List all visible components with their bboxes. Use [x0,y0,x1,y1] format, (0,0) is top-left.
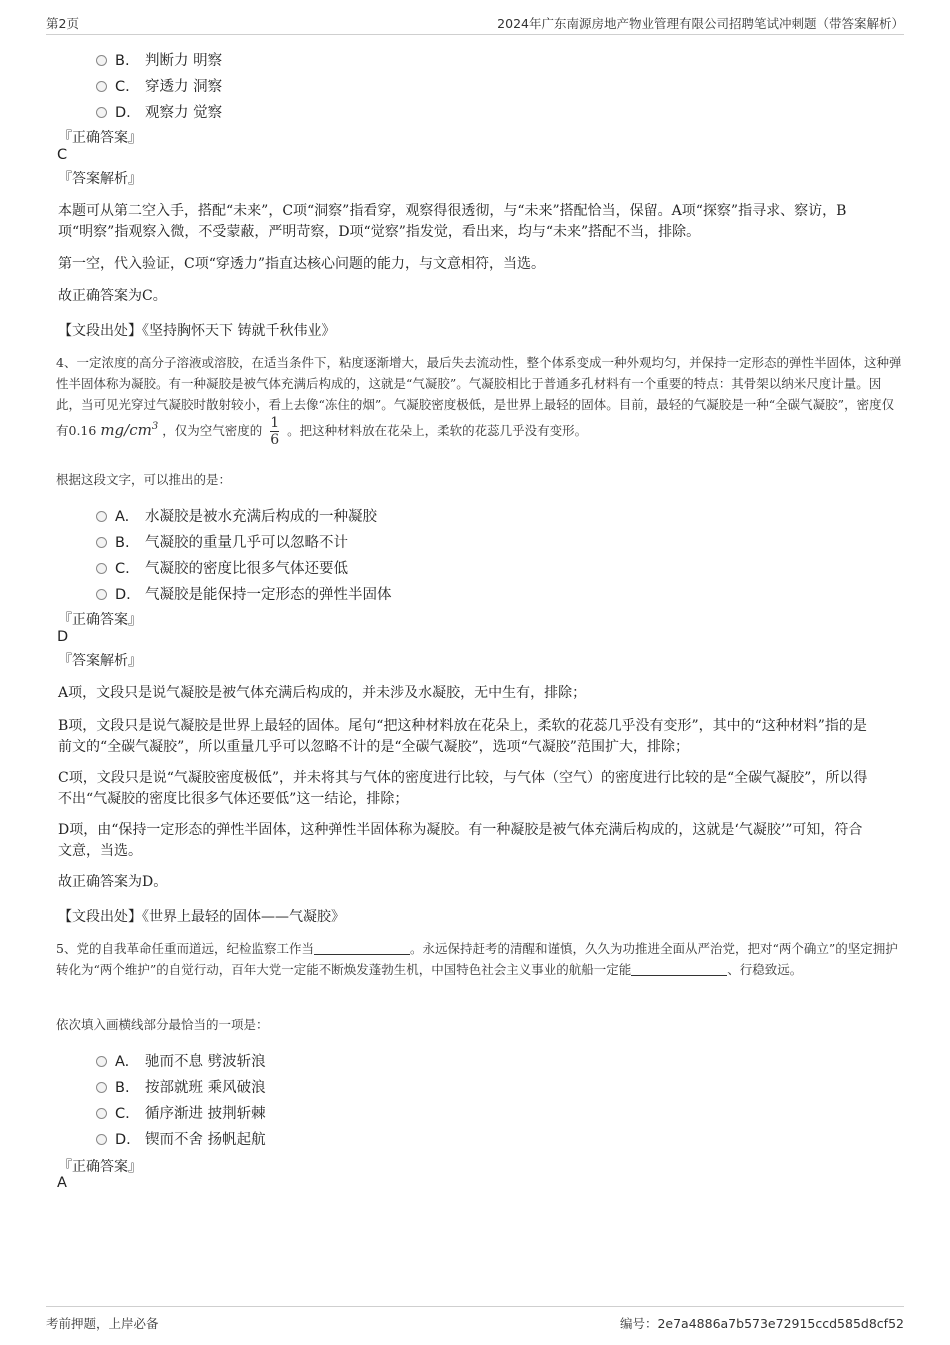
analysis-paragraph: 故正确答案为C。 [58,288,167,304]
page-footer [46,1306,904,1331]
source-citation: 【文段出处】《世界上最轻的固体——气凝胶》 [58,909,345,925]
page-header [46,14,904,35]
q5-option-b[interactable]: B. 按部就班 乘风破浪 [96,1076,266,1097]
analysis-label: 『答案解析』 [58,171,142,187]
correct-answer: C [57,147,68,163]
page-number: 第2页 [46,16,79,31]
radio-icon[interactable] [96,81,107,92]
radio-icon[interactable] [96,1056,107,1067]
radio-icon[interactable] [96,1108,107,1119]
q5-option-d[interactable]: D. 锲而不舍 扬帆起航 [96,1128,266,1149]
answer-label: 『正确答案』 [58,612,142,628]
question-text: 4、一定浓度的高分子溶液或溶胶，在适当条件下，粘度逐渐增大，最后失去流动性，整个体系变成一种外观均匀，并保持一定形态的弹性半固体，这种弹性半固体称为凝胶。有一种凝胶是被气体充满后构成的，这就是“气凝胶”。气凝胶相比于普通多孔材料有一个重要的特点：其骨架以纳米尺度计量。因此，当可见光穿过气凝胶时散射较小，看上去像“冻住的烟”。气凝胶密度极低，是世界上最轻的固体。目前，最轻的气凝胶是一种“全碳气凝胶”，密度仅有0.16 $mg/cm^3$ ，仅为空气密度的 $\frac{1}{6}$ 。把这种材料放在花朵上，柔软的花蕊几乎没有变形。 [56,355,902,448]
q4-option-a[interactable]: A. 水凝胶是被水充满后构成的一种凝胶 [96,505,377,526]
analysis-paragraph: B项，文段只是说气凝胶是世界上最轻的固体。尾句“把这种材料放在花朵上，柔软的花蕊几乎没有变形”，其中的“这种材料”指的是前文的“全碳气凝胶”，所以重量几乎可以忽略不计的是“全碳气凝胶”，选项“气凝胶”范围扩大，排除； [58,718,867,755]
fill-blank[interactable] [631,963,727,976]
analysis-paragraph: C项，文段只是说“气凝胶密度极低”，并未将其与气体的密度进行比较，与气体（空气）的密度进行比较的是“全碳气凝胶”，所以得不出“气凝胶的密度比很多气体还要低”这一结论，排除； [58,770,868,807]
source-citation: 【文段出处】《坚持胸怀天下 铸就千秋伟业》 [58,323,336,339]
document-code: 编号：2e7a4886a7b573e72915ccd585d8cf52 [619,1316,904,1331]
q4-option-b[interactable]: B. 气凝胶的重量几乎可以忽略不计 [96,531,348,552]
q5-option-a[interactable]: A. 驰而不息 劈波斩浪 [96,1050,266,1071]
fill-blank[interactable] [314,942,410,955]
q4-option-c[interactable]: C. 气凝胶的密度比很多气体还要低 [96,557,348,578]
radio-icon[interactable] [96,563,107,574]
analysis-paragraph: A项，文段只是说气凝胶是被气体充满后构成的，并未涉及水凝胶，无中生有，排除； [58,685,587,701]
radio-icon[interactable] [96,107,107,118]
correct-answer: A [57,1175,67,1191]
correct-answer: D [57,629,69,645]
radio-icon[interactable] [96,1134,107,1145]
analysis-paragraph: 本题可从第二空入手，搭配“未来”，C项“洞察”指看穿，观察得很透彻，与“未来”搭配恰当，保留。A项“探察”指寻求、察访，B项“明察”指观察入微，不受蒙蔽，严明苛察，D项“觉察”指发觉，看出来，均与“未来”搭配不当，排除。 [58,203,847,240]
answer-label: 『正确答案』 [58,1159,142,1175]
density-unit: $mg/cm^3$ [100,421,159,439]
q4-option-d[interactable]: D. 气凝胶是能保持一定形态的弹性半固体 [96,583,392,604]
radio-icon[interactable] [96,55,107,66]
q3-option-b[interactable]: B. 判断力 明察 [96,49,222,70]
document-title: 2024年广东南源房地产物业管理有限公司招聘笔试冲刺题（带答案解析） [497,16,904,31]
question-prompt: 根据这段文字，可以推出的是： [56,472,232,487]
radio-icon[interactable] [96,537,107,548]
question-text: 5、党的自我革命任重而道远，纪检监察工作当 。永远保持赶考的清醒和谨慎，久久为功推进全面从严治党，把对“两个确立”的坚定拥护转化为“两个维护”的自觉行动，百年大党一定能不断焕发蓬勃生机，中国特色社会主义事业的航船一定能 、行稳致远。 [56,941,898,977]
analysis-paragraph: 故正确答案为D。 [58,874,168,890]
radio-icon[interactable] [96,589,107,600]
radio-icon[interactable] [96,511,107,522]
q3-option-c[interactable]: C. 穿透力 洞察 [96,75,222,96]
q5-option-c[interactable]: C. 循序渐进 披荆斩棘 [96,1102,266,1123]
question-prompt: 依次填入画横线部分最恰当的一项是： [56,1017,269,1032]
q3-option-d[interactable]: D. 观察力 觉察 [96,101,222,122]
analysis-paragraph: 第一空，代入验证，C项“穿透力”指直达核心问题的能力，与文意相符，当选。 [58,256,546,272]
analysis-label: 『答案解析』 [58,653,142,669]
analysis-paragraph: D项，由“保持一定形态的弹性半固体，这种弹性半固体称为凝胶。有一种凝胶是被气体充满后构成的，这就是‘气凝胶’”可知，符合文意，当选。 [58,822,863,859]
answer-label: 『正确答案』 [58,130,142,146]
radio-icon[interactable] [96,1082,107,1093]
fraction: $\frac{1}{6}$ [270,415,280,448]
footer-note: 考前押题，上岸必备 [46,1316,159,1331]
